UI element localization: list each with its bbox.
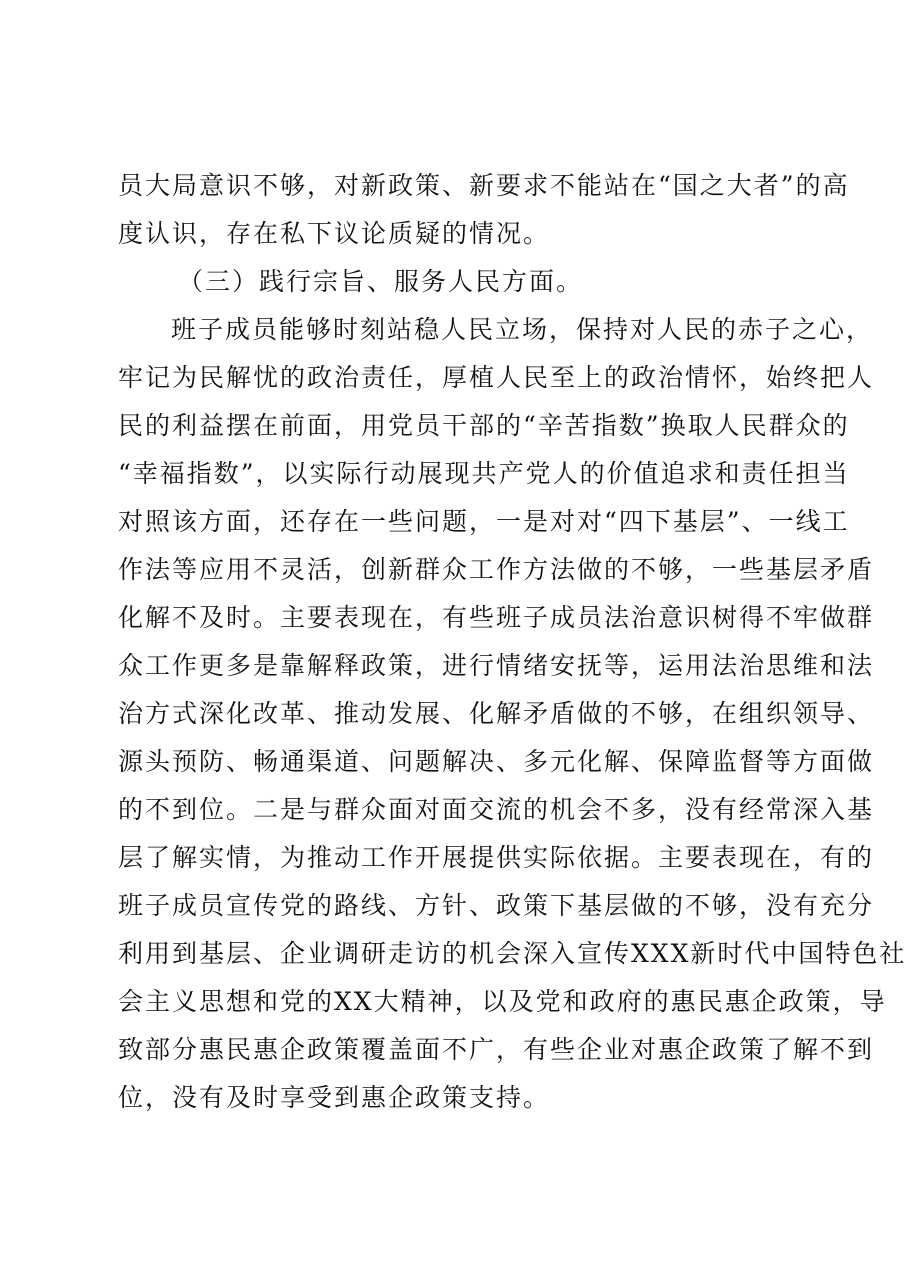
text-line-20: 位，没有及时享受到惠企政策支持。 (118, 1083, 551, 1112)
text-line-6: 民的利益摆在前面，用党员干部的“辛苦指数”换取人民群众的 (118, 411, 850, 440)
document-body (118, 162, 907, 1122)
text-line-16: 班子成员宣传党的路线、方针、政策下基层做的不够，没有充分 (118, 891, 875, 920)
text-line-5: 牢记为民解忧的政治责任，厚植人民至上的政治情怀，始终把人 (118, 363, 875, 392)
text-line-8: 对照该方面，还存在一些问题，一是对对“四下基层”、一线工 (118, 507, 850, 536)
text-line-1: 员大局意识不够，对新政策、新要求不能站在“国之大者”的高 (118, 171, 850, 200)
text-line-18: 会主义思想和党的XX大精神，以及党和政府的惠民惠企政策，导 (118, 987, 887, 1016)
text-line-15: 层了解实情，为推动工作开展提供实际依据。主要表现在，有的 (118, 843, 875, 872)
text-line-7: “幸福指数”，以实际行动展现共产党人的价值追求和责任担当 (118, 459, 850, 488)
text-line-17: 利用到基层、企业调研走访的机会深入宣传XXX新时代中国特色社 (118, 939, 907, 968)
text-line-11: 众工作更多是靠解释政策，进行情绪安抚等，运用法治思维和法 (118, 651, 875, 680)
text-line-12: 治方式深化改革、推动发展、化解矛盾做的不够，在组织领导、 (118, 699, 875, 728)
text-line-19: 致部分惠民惠企政策覆盖面不广，有些企业对惠企政策了解不到 (118, 1035, 875, 1064)
paragraph-first-line: 班子成员能够时刻站稳人民立场，保持对人民的赤子之心， (171, 315, 874, 344)
text-line-13: 源头预防、畅通渠道、问题解决、多元化解、保障监督等方面做 (118, 747, 875, 776)
text-line-2: 度认识，存在私下议论质疑的情况。 (118, 219, 551, 248)
text-line-10: 化解不及时。主要表现在，有些班子成员法治意识树得不牢做群 (118, 603, 875, 632)
section-heading: （三）践行宗旨、服务人民方面。 (178, 267, 584, 296)
text-line-9: 作法等应用不灵活，创新群众工作方法做的不够，一些基层矛盾 (118, 555, 875, 584)
text-line-14: 的不到位。二是与群众面对面交流的机会不多，没有经常深入基 (118, 795, 875, 824)
